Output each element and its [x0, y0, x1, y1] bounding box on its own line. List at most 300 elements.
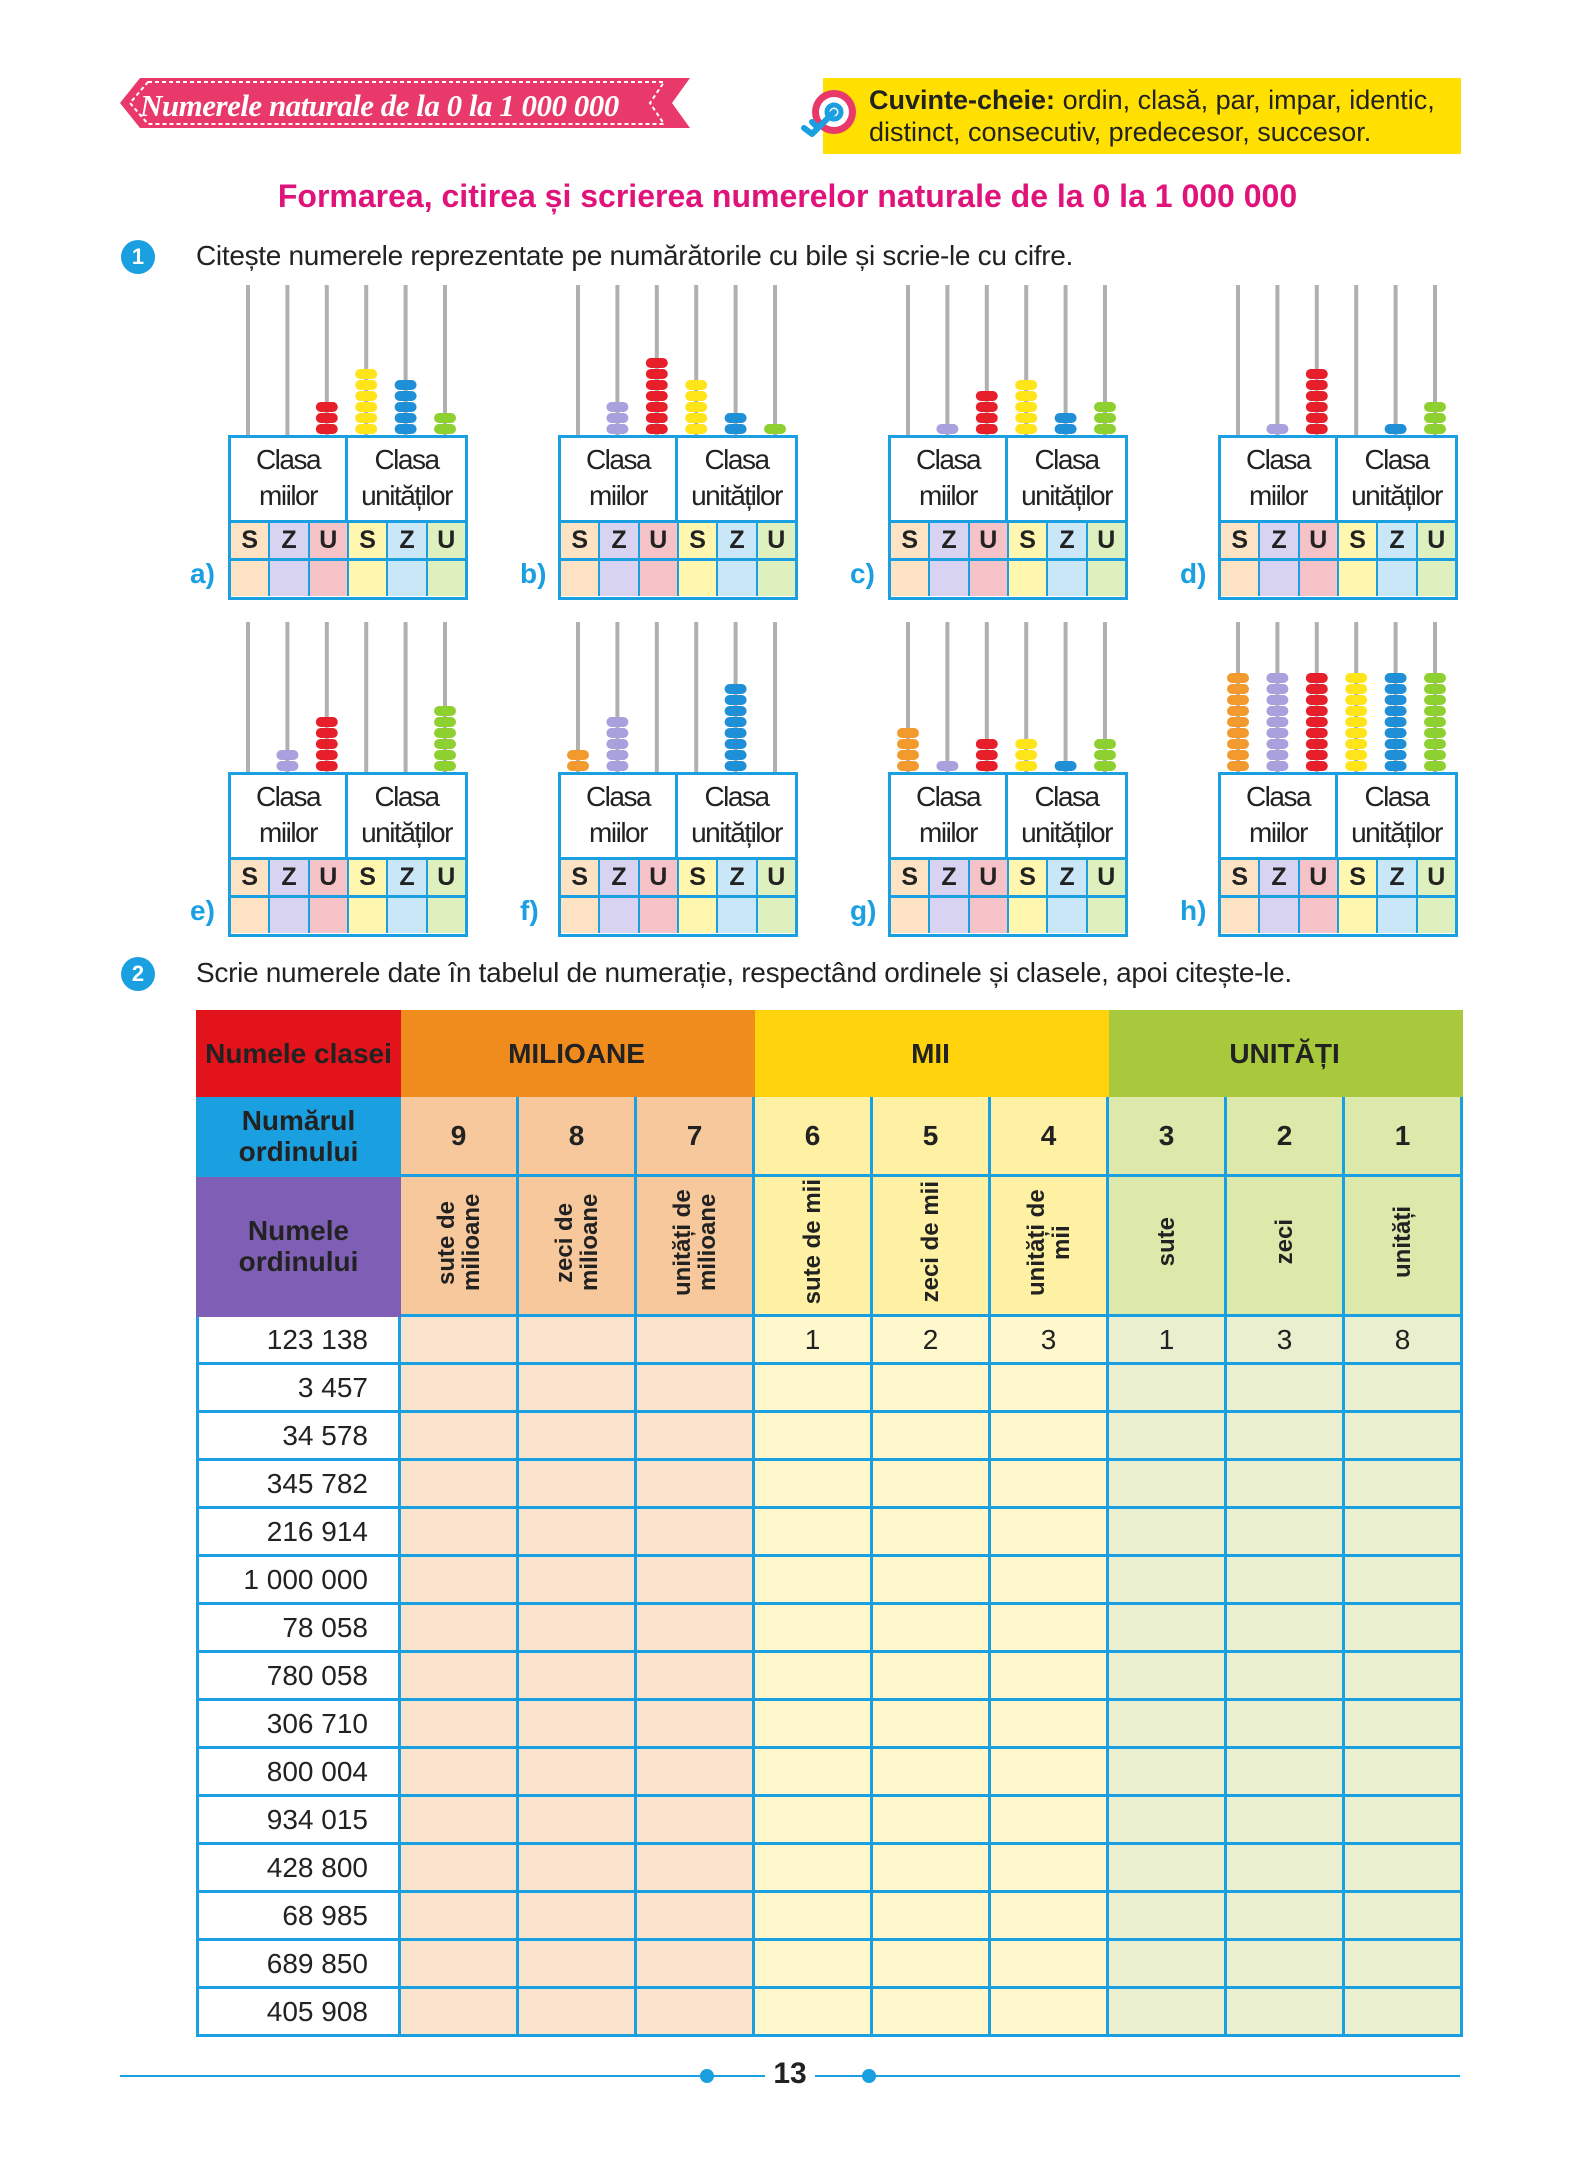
answer-cell[interactable] — [679, 895, 718, 933]
digit-cell[interactable] — [1108, 1604, 1226, 1652]
digit-cell[interactable] — [1226, 1796, 1344, 1844]
answer-cell[interactable] — [930, 558, 969, 596]
digit-cell[interactable] — [636, 1364, 754, 1412]
digit-cell[interactable] — [754, 1892, 872, 1940]
answer-cell[interactable] — [1418, 558, 1455, 596]
table-row — [198, 1460, 1462, 1508]
digit-cell[interactable] — [518, 1940, 636, 1988]
digit-cell[interactable] — [400, 1316, 518, 1364]
digit-cell[interactable] — [400, 1700, 518, 1748]
digit-cell[interactable] — [990, 1412, 1108, 1460]
answer-row — [891, 558, 1125, 596]
digit-cell[interactable] — [1344, 1844, 1462, 1892]
abacus-bead — [1424, 706, 1446, 716]
abacus-rods — [228, 285, 468, 437]
digit-cell[interactable] — [1226, 1892, 1344, 1940]
abacus-bead — [1345, 761, 1367, 771]
digit-cell[interactable] — [518, 1796, 636, 1844]
abacus-bead — [1424, 684, 1446, 694]
digit-cell[interactable] — [636, 1556, 754, 1604]
digit-cell[interactable] — [754, 1700, 872, 1748]
answer-cell[interactable] — [1221, 895, 1260, 933]
answer-cell[interactable] — [930, 895, 969, 933]
answer-cell[interactable] — [270, 895, 309, 933]
digit-cell[interactable] — [1226, 1988, 1344, 2036]
digit-cell[interactable] — [636, 1604, 754, 1652]
answer-cell[interactable] — [718, 895, 757, 933]
answer-cell[interactable] — [600, 558, 639, 596]
digit-cell[interactable] — [754, 1604, 872, 1652]
digit-cell[interactable] — [636, 1748, 754, 1796]
digit-cell[interactable] — [990, 1652, 1108, 1700]
abacus-bead — [606, 739, 628, 749]
exercise1-instruction: Citește numerele reprezentate pe numărătorile cu bile și scrie-le cu cifre. — [196, 240, 1074, 271]
digit-cell[interactable] — [518, 1364, 636, 1412]
digit-cell[interactable] — [754, 1364, 872, 1412]
digit-cell[interactable] — [518, 1556, 636, 1604]
class-name: unităților — [1351, 817, 1442, 848]
digit-cell[interactable] — [518, 1604, 636, 1652]
digit-cell[interactable] — [990, 1844, 1108, 1892]
digit-cell[interactable] — [990, 1796, 1108, 1844]
digit-cell[interactable] — [1226, 1508, 1344, 1556]
digit-cell[interactable] — [518, 1892, 636, 1940]
abacus-bead — [725, 717, 747, 727]
answer-cell[interactable] — [349, 558, 388, 596]
digit-cell[interactable] — [872, 1796, 990, 1844]
digit-cell[interactable] — [1344, 1364, 1462, 1412]
digit-cell[interactable]: 3 — [1226, 1316, 1344, 1364]
answer-cell[interactable] — [349, 895, 388, 933]
abacus — [520, 622, 798, 942]
digit-cell[interactable] — [1344, 1460, 1462, 1508]
abacus-bead — [685, 413, 707, 423]
digit-cell[interactable] — [518, 1412, 636, 1460]
digit-cell[interactable] — [518, 1460, 636, 1508]
digit-cell[interactable] — [1344, 1892, 1462, 1940]
digit-cell[interactable] — [1108, 1844, 1226, 1892]
answer-cell[interactable] — [1048, 558, 1087, 596]
answer-cell[interactable] — [640, 558, 679, 596]
digit-cell[interactable] — [990, 1364, 1108, 1412]
digit-cell[interactable] — [400, 1364, 518, 1412]
exercise-number-1: 1 — [121, 240, 155, 274]
order-letter: S — [561, 857, 600, 895]
answer-cell[interactable] — [1088, 895, 1125, 933]
answer-cell[interactable] — [891, 558, 930, 596]
answer-cell[interactable] — [679, 558, 718, 596]
order-letters-row — [1221, 520, 1455, 558]
digit-cell[interactable] — [636, 1988, 754, 2036]
class-word: Clasa — [915, 781, 981, 812]
order-name-cell — [400, 1176, 518, 1316]
abacus-bead — [1345, 739, 1367, 749]
order-letter: U — [1418, 520, 1455, 558]
digit-cell[interactable] — [872, 1412, 990, 1460]
abacus-bead — [606, 413, 628, 423]
class-milioane: MILIOANE — [400, 1012, 754, 1096]
digit-cell[interactable] — [990, 1988, 1108, 2036]
digit-cell[interactable] — [636, 1652, 754, 1700]
answer-cell[interactable] — [891, 895, 930, 933]
class-word: Clasa — [704, 781, 769, 812]
keywords-line2: distinct, consecutiv, predecesor, succesor. — [869, 117, 1372, 147]
order-name-cell — [636, 1176, 754, 1316]
digit-cell[interactable] — [990, 1940, 1108, 1988]
table-row — [198, 1796, 1462, 1844]
answer-cell[interactable] — [640, 895, 679, 933]
class-word: Clasa — [704, 444, 769, 475]
digit-cell[interactable] — [636, 1892, 754, 1940]
row-number-label: 216 914 — [198, 1508, 400, 1556]
digit-cell[interactable] — [1226, 1700, 1344, 1748]
digit-cell[interactable] — [400, 1988, 518, 2036]
digit-cell[interactable] — [754, 1988, 872, 2036]
digit-cell[interactable] — [990, 1892, 1108, 1940]
answer-cell[interactable] — [231, 558, 270, 596]
abacus-bead — [897, 761, 919, 771]
digit-cell[interactable] — [636, 1796, 754, 1844]
digit-cell[interactable] — [754, 1940, 872, 1988]
abacus-bead — [355, 380, 377, 390]
abacus-bead — [1424, 717, 1446, 727]
answer-cell[interactable] — [758, 895, 795, 933]
digit-cell[interactable] — [518, 1652, 636, 1700]
answer-cell[interactable] — [1339, 895, 1378, 933]
digit-cell[interactable] — [400, 1604, 518, 1652]
digit-cell[interactable] — [754, 1796, 872, 1844]
class-miilor-label — [1221, 438, 1338, 520]
digit-cell[interactable] — [754, 1412, 872, 1460]
order-letter: U — [1300, 520, 1339, 558]
order-number: 4 — [990, 1096, 1108, 1176]
digit-cell[interactable] — [400, 1652, 518, 1700]
abacus-bead — [685, 424, 707, 434]
digit-cell[interactable] — [872, 1364, 990, 1412]
answer-cell[interactable] — [270, 558, 309, 596]
digit-cell[interactable] — [990, 1604, 1108, 1652]
digit-cell[interactable] — [1344, 1796, 1462, 1844]
digit-cell[interactable]: 3 — [990, 1316, 1108, 1364]
answer-cell[interactable] — [718, 558, 757, 596]
digit-cell[interactable] — [1344, 1508, 1462, 1556]
digit-cell[interactable] — [518, 1844, 636, 1892]
digit-cell[interactable] — [518, 1988, 636, 2036]
digit-cell[interactable] — [1108, 1652, 1226, 1700]
digit-cell[interactable] — [1108, 1988, 1226, 2036]
digit-cell[interactable] — [872, 1556, 990, 1604]
abacus-bead — [976, 391, 998, 401]
abacus-bead — [1306, 761, 1328, 771]
digit-cell[interactable] — [1226, 1748, 1344, 1796]
abacus-bead — [1385, 750, 1407, 760]
digit-cell[interactable] — [636, 1460, 754, 1508]
answer-cell[interactable] — [1221, 558, 1260, 596]
abacus-bead — [1266, 728, 1288, 738]
digit-cell[interactable] — [400, 1412, 518, 1460]
answer-cell[interactable] — [1300, 895, 1339, 933]
digit-cell[interactable] — [1108, 1892, 1226, 1940]
class-word: Clasa — [585, 444, 651, 475]
answer-cell[interactable] — [1260, 558, 1299, 596]
abacus-bead — [725, 424, 747, 434]
abacus-rods — [558, 285, 798, 437]
order-name: unități de milioane — [668, 1188, 721, 1296]
abacus-bead — [1227, 750, 1249, 760]
abacus-bead — [606, 717, 628, 727]
answer-cell[interactable] — [1009, 558, 1048, 596]
order-letter: Z — [718, 857, 757, 895]
digit-cell[interactable] — [400, 1844, 518, 1892]
answer-cell[interactable] — [561, 895, 600, 933]
answer-cell[interactable] — [310, 895, 349, 933]
row-number-label: 934 015 — [198, 1796, 400, 1844]
digit-cell[interactable] — [1108, 1556, 1226, 1604]
answer-cell[interactable] — [310, 558, 349, 596]
digit-cell[interactable] — [1226, 1940, 1344, 1988]
order-letter: U — [970, 520, 1009, 558]
digit-cell[interactable] — [518, 1508, 636, 1556]
abacus — [190, 285, 468, 605]
row-number-label: 1 000 000 — [198, 1556, 400, 1604]
answer-row — [231, 895, 465, 933]
digit-cell[interactable] — [1344, 1988, 1462, 2036]
digit-cell[interactable] — [872, 1508, 990, 1556]
digit-cell[interactable] — [1344, 1700, 1462, 1748]
order-name: zeci de milioane — [550, 1193, 603, 1291]
digit-cell[interactable] — [872, 1700, 990, 1748]
digit-cell[interactable] — [872, 1604, 990, 1652]
keywords-label: Cuvinte-cheie: — [869, 85, 1056, 115]
order-number: 5 — [872, 1096, 990, 1176]
digit-cell[interactable] — [1226, 1556, 1344, 1604]
digit-cell[interactable] — [1108, 1796, 1226, 1844]
answer-cell[interactable] — [1300, 558, 1339, 596]
order-letter: U — [1088, 520, 1125, 558]
digit-cell[interactable] — [990, 1460, 1108, 1508]
digit-cell[interactable] — [1226, 1412, 1344, 1460]
digit-cell[interactable] — [1344, 1652, 1462, 1700]
order-letter: U — [1418, 857, 1455, 895]
digit-cell[interactable] — [636, 1700, 754, 1748]
abacus-label: d) — [1180, 558, 1207, 589]
answer-cell[interactable] — [758, 558, 795, 596]
abacus-bead — [976, 413, 998, 423]
digit-cell[interactable] — [636, 1844, 754, 1892]
digit-cell[interactable] — [872, 1940, 990, 1988]
digit-cell[interactable] — [990, 1748, 1108, 1796]
digit-cell[interactable] — [1108, 1700, 1226, 1748]
digit-cell[interactable]: 1 — [754, 1316, 872, 1364]
order-letter: Z — [1260, 520, 1299, 558]
abacus-bead — [276, 761, 298, 771]
digit-cell[interactable] — [400, 1892, 518, 1940]
digit-cell[interactable] — [1344, 1748, 1462, 1796]
abacus-bead — [1306, 750, 1328, 760]
abacus-rod — [945, 285, 949, 437]
answer-cell[interactable] — [1048, 895, 1087, 933]
class-word: Clasa — [374, 781, 439, 812]
abacus-bead — [434, 739, 456, 749]
digit-cell[interactable] — [872, 1460, 990, 1508]
digit-cell[interactable] — [1108, 1364, 1226, 1412]
digit-cell[interactable] — [518, 1700, 636, 1748]
answer-cell[interactable] — [600, 895, 639, 933]
digit-cell[interactable] — [872, 1892, 990, 1940]
class-unitatilor-label — [1338, 438, 1455, 520]
abacus-class-table — [888, 772, 1128, 937]
abacus-bead — [1345, 673, 1367, 683]
digit-cell[interactable] — [518, 1316, 636, 1364]
answer-cell[interactable] — [1088, 558, 1125, 596]
digit-cell[interactable] — [1226, 1652, 1344, 1700]
digit-cell[interactable] — [754, 1844, 872, 1892]
digit-cell[interactable] — [400, 1460, 518, 1508]
digit-cell[interactable] — [1108, 1748, 1226, 1796]
digit-cell[interactable] — [636, 1940, 754, 1988]
digit-cell[interactable] — [990, 1508, 1108, 1556]
abacus-rod — [694, 622, 698, 774]
abacus-bead — [1385, 728, 1407, 738]
answer-cell[interactable] — [1260, 895, 1299, 933]
order-letter: S — [679, 520, 718, 558]
digit-cell[interactable] — [518, 1748, 636, 1796]
digit-cell[interactable]: 1 — [1108, 1316, 1226, 1364]
digit-cell[interactable] — [754, 1748, 872, 1796]
digit-cell[interactable]: 2 — [872, 1316, 990, 1364]
digit-cell[interactable] — [872, 1988, 990, 2036]
abacus-bead — [1306, 402, 1328, 412]
digit-cell[interactable] — [754, 1508, 872, 1556]
digit-cell[interactable] — [636, 1412, 754, 1460]
digit-cell[interactable] — [1344, 1556, 1462, 1604]
digit-cell[interactable] — [1108, 1460, 1226, 1508]
abacus-bead — [976, 750, 998, 760]
digit-cell[interactable] — [754, 1460, 872, 1508]
digit-cell[interactable] — [400, 1940, 518, 1988]
abacus-bead — [1266, 695, 1288, 705]
digit-cell[interactable]: 8 — [1344, 1316, 1462, 1364]
digit-cell[interactable] — [1108, 1508, 1226, 1556]
digit-cell[interactable] — [990, 1556, 1108, 1604]
order-number: 2 — [1226, 1096, 1344, 1176]
digit-cell[interactable] — [872, 1748, 990, 1796]
abacus-bead — [606, 402, 628, 412]
abacus-bead — [1385, 717, 1407, 727]
digit-cell[interactable] — [754, 1556, 872, 1604]
digit-cell[interactable] — [1344, 1412, 1462, 1460]
abacus-bead — [316, 402, 338, 412]
answer-cell[interactable] — [561, 558, 600, 596]
answer-cell[interactable] — [388, 895, 427, 933]
digit-cell[interactable] — [1108, 1940, 1226, 1988]
abacus-bead — [1306, 369, 1328, 379]
class-miilor-label — [561, 438, 678, 520]
digit-cell[interactable] — [400, 1748, 518, 1796]
abacus-bead — [1227, 728, 1249, 738]
abacus-bead — [1306, 739, 1328, 749]
abacus-rod — [906, 285, 910, 437]
answer-cell[interactable] — [1009, 895, 1048, 933]
page-number: 13 — [765, 2057, 815, 2097]
order-letter: Z — [1048, 520, 1087, 558]
abacus-bead — [1227, 717, 1249, 727]
digit-cell[interactable] — [990, 1700, 1108, 1748]
answer-cell[interactable] — [1418, 895, 1455, 933]
answer-cell[interactable] — [388, 558, 427, 596]
digit-cell[interactable] — [754, 1652, 872, 1700]
digit-cell[interactable] — [400, 1556, 518, 1604]
class-name: unităților — [691, 480, 782, 511]
answer-cell[interactable] — [231, 895, 270, 933]
table-row — [198, 1556, 1462, 1604]
order-letter: S — [891, 857, 930, 895]
abacus-bead — [1266, 739, 1288, 749]
abacus — [1180, 622, 1458, 942]
digit-cell[interactable] — [1344, 1604, 1462, 1652]
answer-cell[interactable] — [428, 895, 465, 933]
digit-cell[interactable] — [1226, 1604, 1344, 1652]
digit-cell[interactable] — [872, 1652, 990, 1700]
abacus-bead — [1306, 380, 1328, 390]
answer-cell[interactable] — [970, 895, 1009, 933]
digit-cell[interactable] — [636, 1508, 754, 1556]
abacus-bead — [395, 380, 417, 390]
class-word: Clasa — [1364, 781, 1429, 812]
answer-cell[interactable] — [1378, 895, 1417, 933]
order-number: 3 — [1108, 1096, 1226, 1176]
digit-cell[interactable] — [1226, 1460, 1344, 1508]
class-word: Clasa — [1034, 444, 1099, 475]
order-letter: U — [310, 857, 349, 895]
answer-cell[interactable] — [1339, 558, 1378, 596]
answer-cell[interactable] — [970, 558, 1009, 596]
abacus-bead — [1266, 761, 1288, 771]
exercise2-instruction: Scrie numerele date în tabelul de numerație, respectând ordinele și clasele, apoi citește-le. — [196, 957, 1292, 988]
abacus-bead — [1424, 673, 1446, 683]
abacus-bead — [725, 684, 747, 694]
digit-cell[interactable] — [636, 1316, 754, 1364]
order-letter: Z — [270, 857, 309, 895]
class-unitatilor-label — [678, 438, 795, 520]
abacus-rod — [246, 285, 250, 437]
digit-cell[interactable] — [872, 1844, 990, 1892]
order-name-header: Numele ordinului — [198, 1176, 400, 1316]
digit-cell[interactable] — [1108, 1412, 1226, 1460]
keywords-line1: ordin, clasă, par, impar, identic, — [1062, 85, 1435, 115]
abacus-bead — [1385, 424, 1407, 434]
abacus — [850, 285, 1128, 605]
abacus-bead — [685, 391, 707, 401]
answer-cell[interactable] — [1378, 558, 1417, 596]
digit-cell[interactable] — [400, 1508, 518, 1556]
abacus-bead — [1055, 424, 1077, 434]
class-word: Clasa — [374, 444, 439, 475]
digit-cell[interactable] — [1226, 1364, 1344, 1412]
row-number-label: 68 985 — [198, 1892, 400, 1940]
answer-cell[interactable] — [428, 558, 465, 596]
abacus-bead — [1424, 761, 1446, 771]
digit-cell[interactable] — [400, 1796, 518, 1844]
row-number-label: 306 710 — [198, 1700, 400, 1748]
class-word: Clasa — [255, 781, 321, 812]
class-name: miilor — [259, 817, 317, 848]
abacus-bead — [316, 728, 338, 738]
digit-cell[interactable] — [1226, 1844, 1344, 1892]
abacus-bead — [1424, 695, 1446, 705]
abacus — [850, 622, 1128, 942]
digit-cell[interactable] — [1344, 1940, 1462, 1988]
